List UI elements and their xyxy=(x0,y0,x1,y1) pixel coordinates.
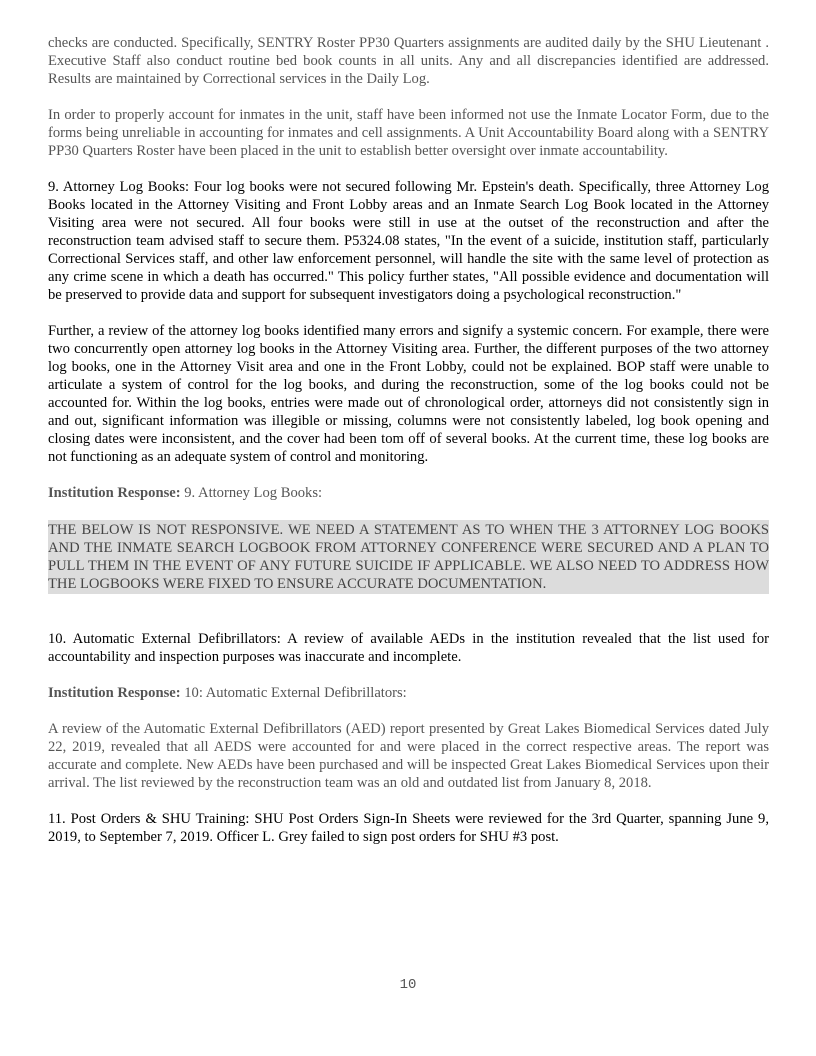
paragraph-daily-log: checks are conducted. Specifically, SENTRY Roster PP30 Quarters assignments are audited daily by the SHU Lieutenant . Executive Staff also conduct routine bed book counts in all units. Any and all discrepancies identified are addressed. Results are maintained by Correctional services in the Daily Log. xyxy=(48,35,769,87)
response-label: Institution Response: xyxy=(48,685,181,701)
paragraph-attorney-log-books: 9. Attorney Log Books: Four log books were not secured following Mr. Epstein's death. Specifically, three Attorney Log Books located in the Attorney Visiting and Front Lobby areas and an Inmate Search Log Book located in the Attorney Visiting area were not secured. All four books were still in use at the outset of the reconstruction and after the reconstruction team advised staff to secure them. P5324.08 states, "In the event of a suicide, institution staff, particularly Correctional Services staff, and other law enforcement personnel, will handle the site with the same level of protection as any crime scene in which a death has occurred." This policy further states, "All possible evidence and documentation will be preserved to provide data and support for subsequent investigators doing a psychological reconstruction." xyxy=(48,179,769,303)
response-title: 9. Attorney Log Books: xyxy=(180,485,323,501)
response-label: Institution Response: xyxy=(48,485,181,501)
response-title: 10: Automatic External Defibrillators: xyxy=(180,685,407,701)
paragraph-unit-accountability: In order to properly account for inmates in the unit, staff have been informed not use the Inmate Locator Form, due to the forms being unreliable in accounting for inmates and cell assignments. A Unit Accountability Board along with a SENTRY PP30 Quarters Roster have been placed in the unit to establish better oversight over inmate accountability. xyxy=(48,107,769,159)
paragraph-log-book-review: Further, a review of the attorney log books identified many errors and signify a systemic concern. For example, there were two concurrently open attorney log books in the Attorney Visiting area. Further, the different purposes of the two attorney log books, one in the Attorney Visit area and one in the Front Lobby, could not be explained. BOP staff were unable to articulate a system of control for the log books, and during the reconstruction, some of the log books could not be accounted for. Within the log books, entries were made out of chronological order, attorneys did not consistently sign in and out, significant information was illegible or missing, columns were not consistently labeled, log book opening and closing dates were inconsistent, and the cover had been tom off of several books. At the current time, these log books are not functioning as an adequate system of control and monitoring. xyxy=(48,323,769,465)
institution-response-9 xyxy=(48,484,769,502)
document-page xyxy=(48,34,769,846)
paragraph-aed: 10. Automatic External Defibrillators: A review of available AEDs in the institution revealed that the list used for accountability and inspection purposes was inaccurate and incomplete. xyxy=(48,631,769,665)
institution-response-10 xyxy=(48,684,769,702)
paragraph-post-orders: 11. Post Orders & SHU Training: SHU Post Orders Sign-In Sheets were reviewed for the 3rd Quarter, spanning June 9, 2019, to September 7, 2019. Officer L. Grey failed to sign post orders for SHU #3 post. xyxy=(48,811,769,845)
page-number: 10 xyxy=(399,977,417,993)
highlighted-comment: THE BELOW IS NOT RESPONSIVE. WE NEED A STATEMENT AS TO WHEN THE 3 ATTORNEY LOG BOOKS AND THE INMATE SEARCH LOGBOOK FROM ATTORNEY CONFERENCE WERE SECURED AND A PLAN TO PULL THEM IN THE EVENT OF ANY FUTURE SUICIDE IF APPLICABLE. WE ALSO NEED TO ADDRESS HOW THE LOGBOOKS WERE FIXED TO ENSURE ACCURATE DOCUMENTATION. xyxy=(48,522,769,592)
paragraph-aed-response: A review of the Automatic External Defibrillators (AED) report presented by Great Lakes Biomedical Services dated July 22, 2019, revealed that all AEDS were accounted for and were placed in the correct respective areas. The report was accurate and complete. New AEDs have been purchased and will be inspected Great Lakes Biomedical Services upon their arrival. The list reviewed by the reconstruction team was an old and outdated list from January 8, 2018. xyxy=(48,721,769,791)
